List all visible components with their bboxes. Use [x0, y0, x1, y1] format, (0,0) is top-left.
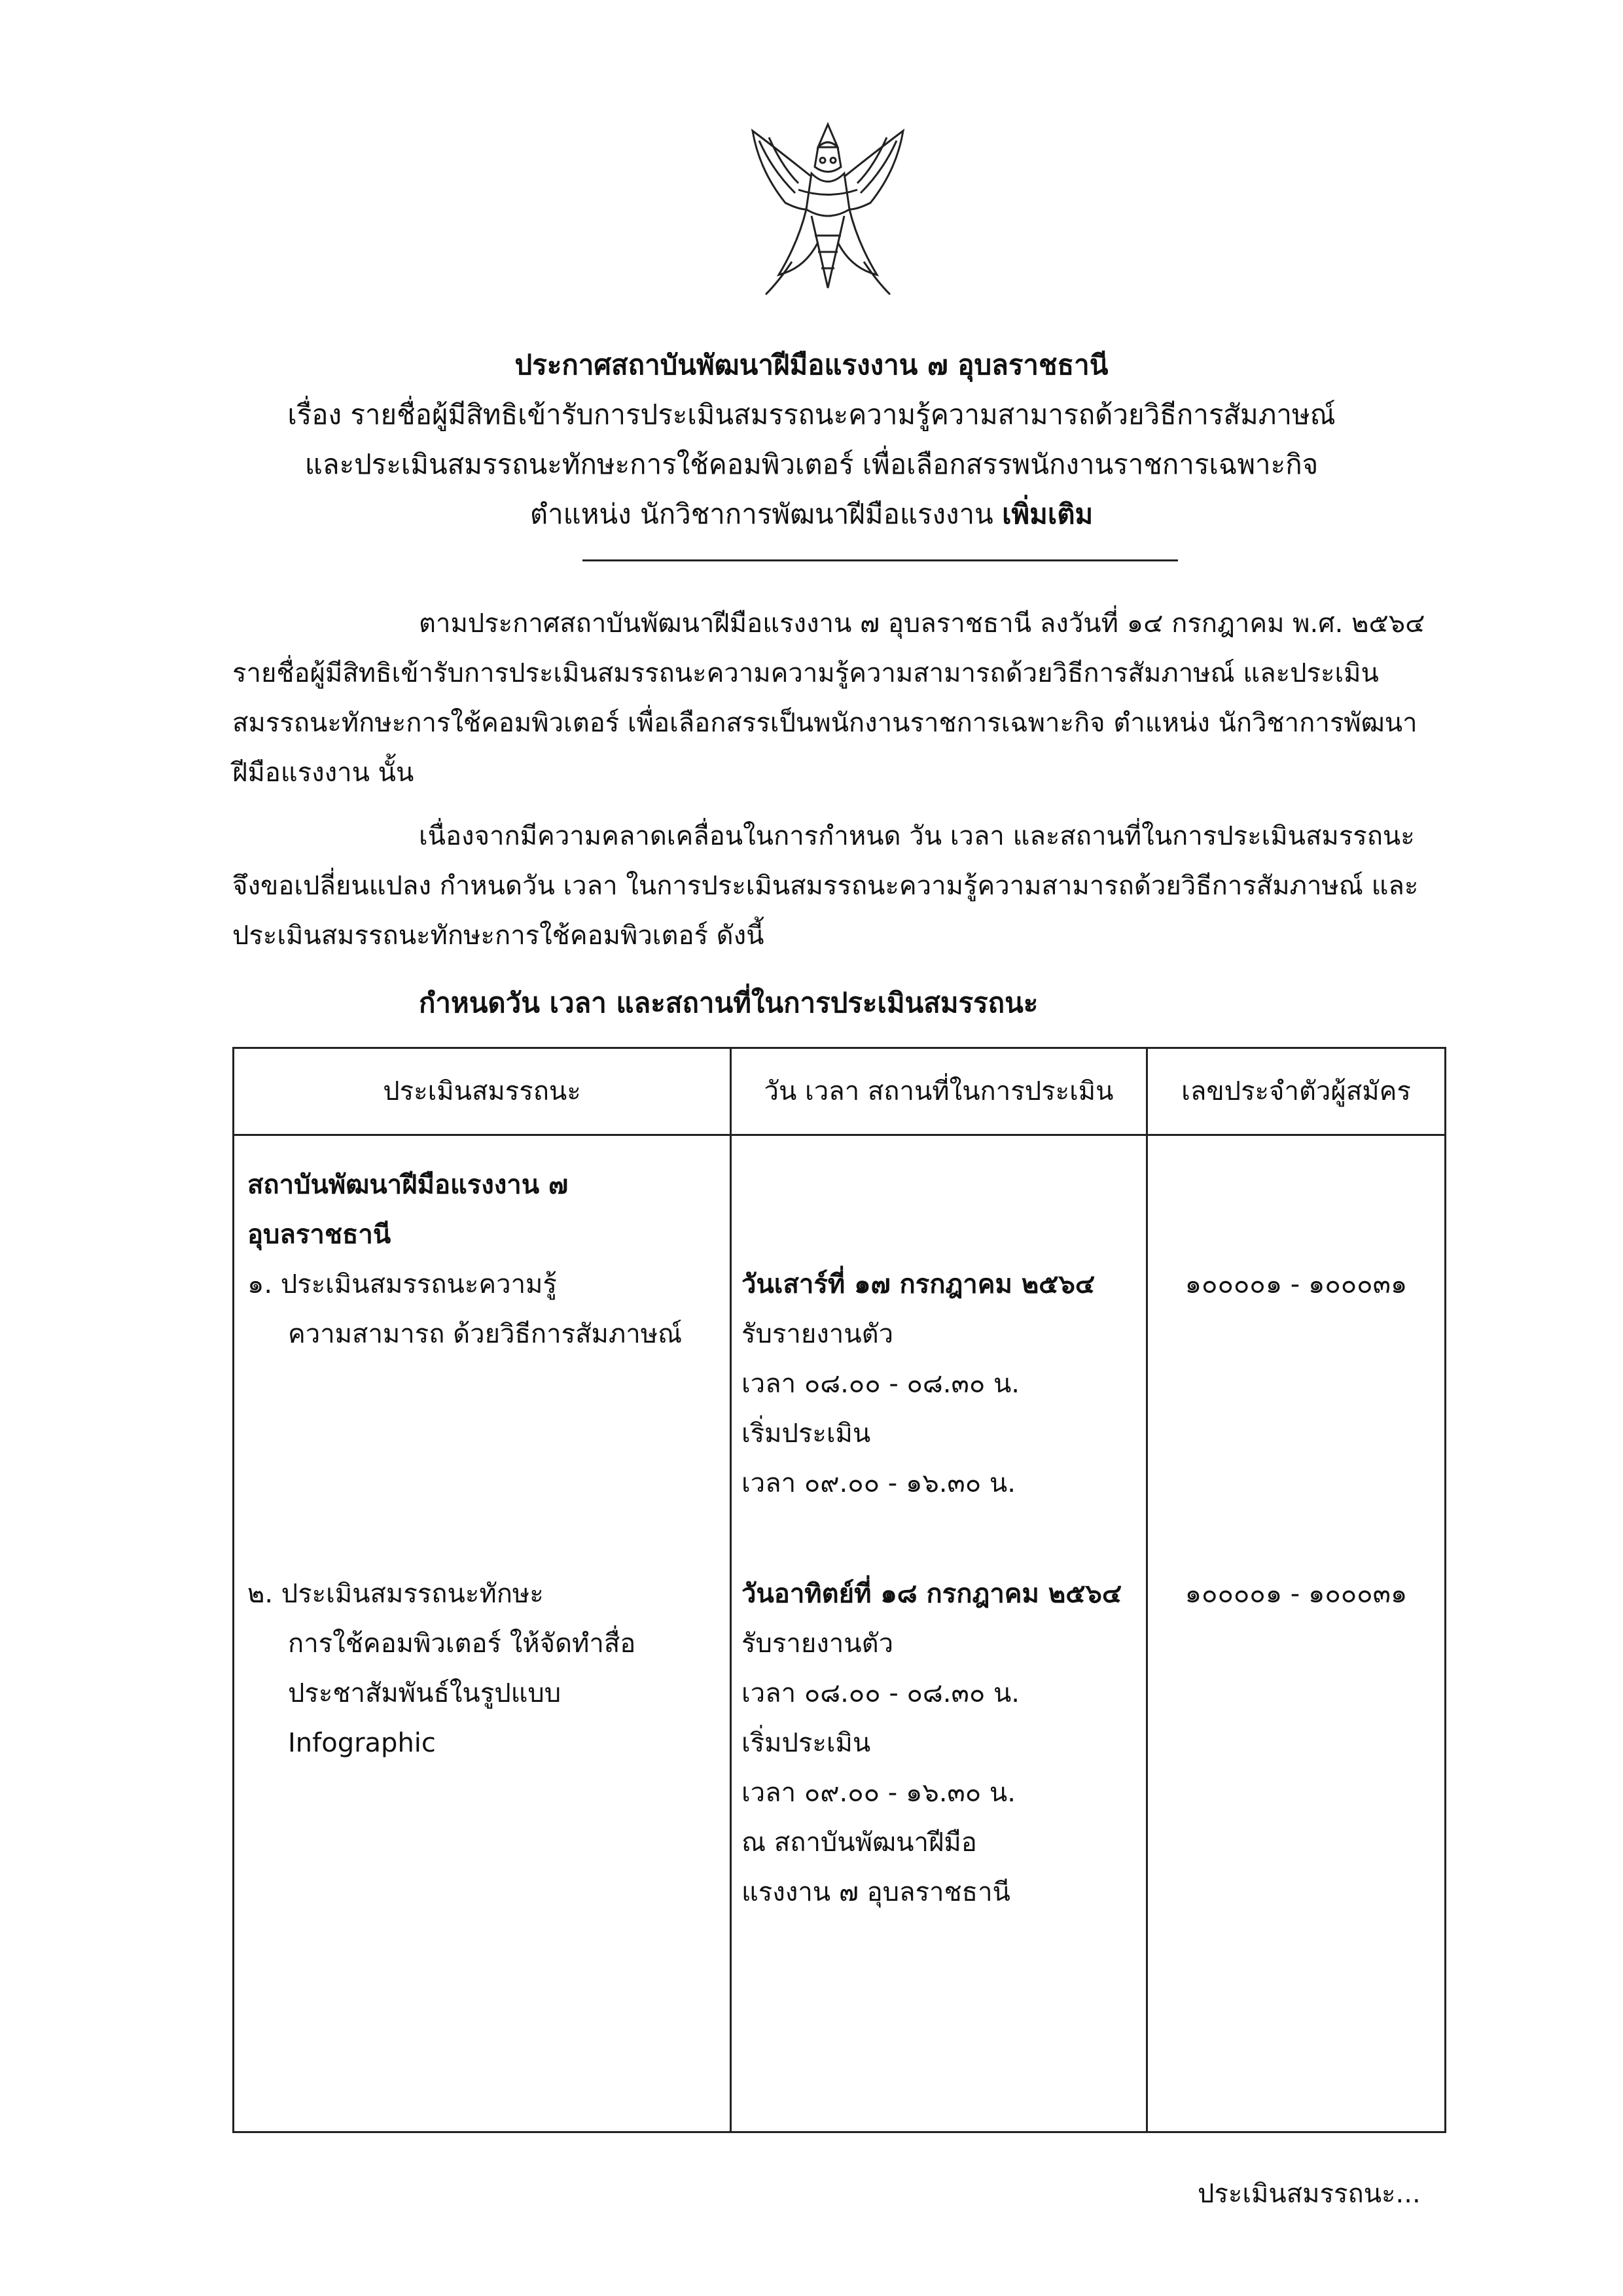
- header-divider: [582, 559, 1178, 561]
- paragraph-line: ฝีมือแรงงาน นั้น: [232, 758, 414, 788]
- subject-line-2: และประเมินสมรรถนะทักษะการใช้คอมพิวเตอร์ เพื่อเลือกสรรพนักงานราชการเฉพาะกิจ: [304, 448, 1319, 480]
- schedule-item-1: วันเสาร์ที่ ๑๗ กรกฎาคม ๒๕๖๔ รับรายงานตัว เวลา ๐๘.๐๐ - ๐๘.๓๐ น. เริ่มประเมิน เวลา ๐๙.๐๐ - ๑๖.๓๐ น.: [741, 1269, 1096, 1498]
- schedule-table: [232, 1047, 1446, 2133]
- paragraph-line: ประเมินสมรรถนะทักษะการใช้คอมพิวเตอร์ ดังนี้: [232, 921, 764, 951]
- assessment-item-2: ๒. ประเมินสมรรถนะทักษะ การใช้คอมพิวเตอร์ ให้จัดทำสื่อ ประชาสัมพันธ์ในรูปแบบ Infographic: [247, 1579, 636, 1758]
- paragraph-line: รายชื่อผู้มีสิทธิเข้ารับการประเมินสมรรถนะความความรู้ความสามารถด้วยวิธีการสัมภาษณ์ และประเมิน: [232, 658, 1379, 688]
- column-header-schedule: วัน เวลา สถานที่ในการประเมิน: [764, 1076, 1114, 1106]
- paragraph-line: เนื่องจากมีความคลาดเคลื่อนในการกำหนด วัน เวลา และสถานที่ในการประเมินสมรรถนะ: [419, 821, 1415, 851]
- column-divider: [730, 1049, 732, 2131]
- position-label: ตำแหน่ง นักวิชาการพัฒนาฝีมือแรงงาน: [529, 498, 1003, 530]
- assessment-item-1: ๑. ประเมินสมรรถนะความรู้ ความสามารถ ด้วยวิธีการสัมภาษณ์: [247, 1269, 683, 1349]
- additional-label: เพิ่มเติม: [1002, 498, 1094, 530]
- subject-line-3: [196, 489, 1427, 539]
- column-header-applicant-id: เลขประจำตัวผู้สมัคร: [1181, 1076, 1411, 1106]
- paragraph-line: ตามประกาศสถาบันพัฒนาฝีมือแรงงาน ๗ อุบลราชธานี ลงวันที่ ๑๔ กรกฎาคม พ.ศ. ๒๕๖๔: [419, 609, 1425, 639]
- table-title: กำหนดวัน เวลา และสถานที่ในการประเมินสมรรถนะ: [419, 987, 1039, 1019]
- paragraph-change-notice: [232, 811, 1453, 961]
- institute-name: สถาบันพัฒนาฝีมือแรงงาน ๗ อุบลราชธานี: [247, 1170, 569, 1250]
- announcement-title: ประกาศสถาบันพัฒนาฝีมือแรงงาน ๗ อุบลราชธานี: [514, 349, 1109, 381]
- schedule-item-2: วันอาทิตย์ที่ ๑๘ กรกฎาคม ๒๕๖๔ รับรายงานตัว เวลา ๐๘.๐๐ - ๐๘.๓๐ น. เริ่มประเมิน เวลา ๐๙.๐๐ - ๑๖.๓๐ น. ณ สถาบันพัฒนาฝีมือ แรงงาน ๗ อุบลราชธานี: [741, 1579, 1122, 1907]
- garuda-emblem-icon: [733, 111, 923, 308]
- paragraph-line: จึงขอเปลี่ยนแปลง กำหนดวัน เวลา ในการประเมินสมรรถนะความรู้ความสามารถด้วยวิธีการสัมภาษณ์ และ: [232, 871, 1419, 901]
- column-header-assessment: ประเมินสมรรถนะ: [383, 1076, 581, 1106]
- applicant-ids-item-2: ๑๐๐๐๐๑ - ๑๐๐๐๓๑: [1185, 1579, 1408, 1609]
- page-continuation: ประเมินสมรรถนะ...: [1198, 2179, 1421, 2209]
- announcement-header: [196, 340, 1427, 539]
- header-row-divider: [234, 1134, 1444, 1136]
- applicant-ids-item-1: ๑๐๐๐๐๑ - ๑๐๐๐๓๑: [1185, 1269, 1408, 1299]
- subject-line-1: เรื่อง รายชื่อผู้มีสิทธิเข้ารับการประเมินสมรรถนะความรู้ความสามารถด้วยวิธีการสัมภาษณ์: [287, 398, 1336, 431]
- paragraph-reference: [232, 599, 1453, 798]
- paragraph-line: สมรรถนะทักษะการใช้คอมพิวเตอร์ เพื่อเลือกสรรเป็นพนักงานราชการเฉพาะกิจ ตำแหน่ง นักวิชาการพัฒนา: [232, 708, 1418, 738]
